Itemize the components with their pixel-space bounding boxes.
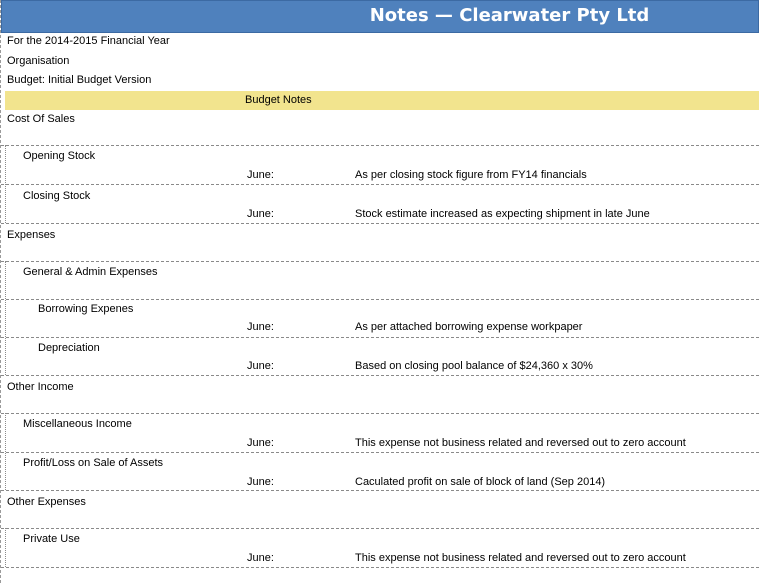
budget-version-label: Budget: Initial Budget Version (7, 74, 152, 86)
note-month: June: (247, 437, 274, 449)
organisation-label: Organisation (7, 55, 70, 67)
row-divider (1, 337, 759, 338)
note-text: This expense not business related and reversed out to zero account (355, 552, 686, 564)
budget-notes-header (5, 91, 759, 110)
note-text: As per closing stock figure from FY14 financials (355, 169, 587, 181)
row-divider (1, 528, 759, 529)
grid-line (5, 413, 6, 490)
note-text: Caculated profit on sale of block of land (Sep 2014) (355, 476, 606, 488)
grid-line (5, 261, 6, 375)
row-divider (1, 452, 759, 453)
account-depreciation: Depreciation (38, 342, 100, 354)
row-divider (1, 223, 759, 224)
note-text: This expense not business related and reversed out to zero account (355, 437, 686, 449)
account-private-use: Private Use (23, 533, 80, 545)
note-month: June: (247, 169, 274, 181)
row-divider (1, 184, 759, 185)
row-divider (1, 490, 759, 491)
account-general-admin-expenses: General & Admin Expenses (23, 266, 158, 278)
note-text: Based on closing pool balance of $24,360 x 30% (355, 360, 593, 372)
account-profit-loss-sale-assets: Profit/Loss on Sale of Assets (23, 457, 164, 469)
row-divider (1, 567, 759, 568)
title-bar (1, 0, 759, 33)
grid-line (5, 145, 6, 223)
grid-line (5, 528, 6, 567)
section-expenses: Expenses (7, 229, 56, 241)
account-miscellaneous-income: Miscellaneous Income (23, 418, 132, 430)
account-borrowing-expenses: Borrowing Expenes (38, 303, 134, 315)
row-divider (1, 413, 759, 414)
row-divider (1, 261, 759, 262)
row-divider (1, 299, 759, 300)
financial-year-label: For the 2014-2015 Financial Year (7, 35, 170, 47)
section-other-expenses: Other Expenses (7, 496, 86, 508)
account-closing-stock: Closing Stock (23, 190, 91, 202)
note-text: Stock estimate increased as expecting shipment in late June (355, 208, 650, 220)
account-opening-stock: Opening Stock (23, 150, 96, 162)
page-title: Notes — Clearwater Pty Ltd (369, 5, 650, 26)
row-divider (1, 375, 759, 376)
note-month: June: (247, 552, 274, 564)
row-divider (1, 145, 759, 146)
section-other-income: Other Income (7, 381, 74, 393)
note-month: June: (247, 360, 274, 372)
note-month: June: (247, 208, 274, 220)
note-month: June: (247, 476, 274, 488)
budget-notes-header-label: Budget Notes (245, 94, 312, 106)
note-month: June: (247, 321, 274, 333)
note-text: As per attached borrowing expense workpaper (355, 321, 583, 333)
section-cost-of-sales: Cost Of Sales (7, 113, 75, 125)
